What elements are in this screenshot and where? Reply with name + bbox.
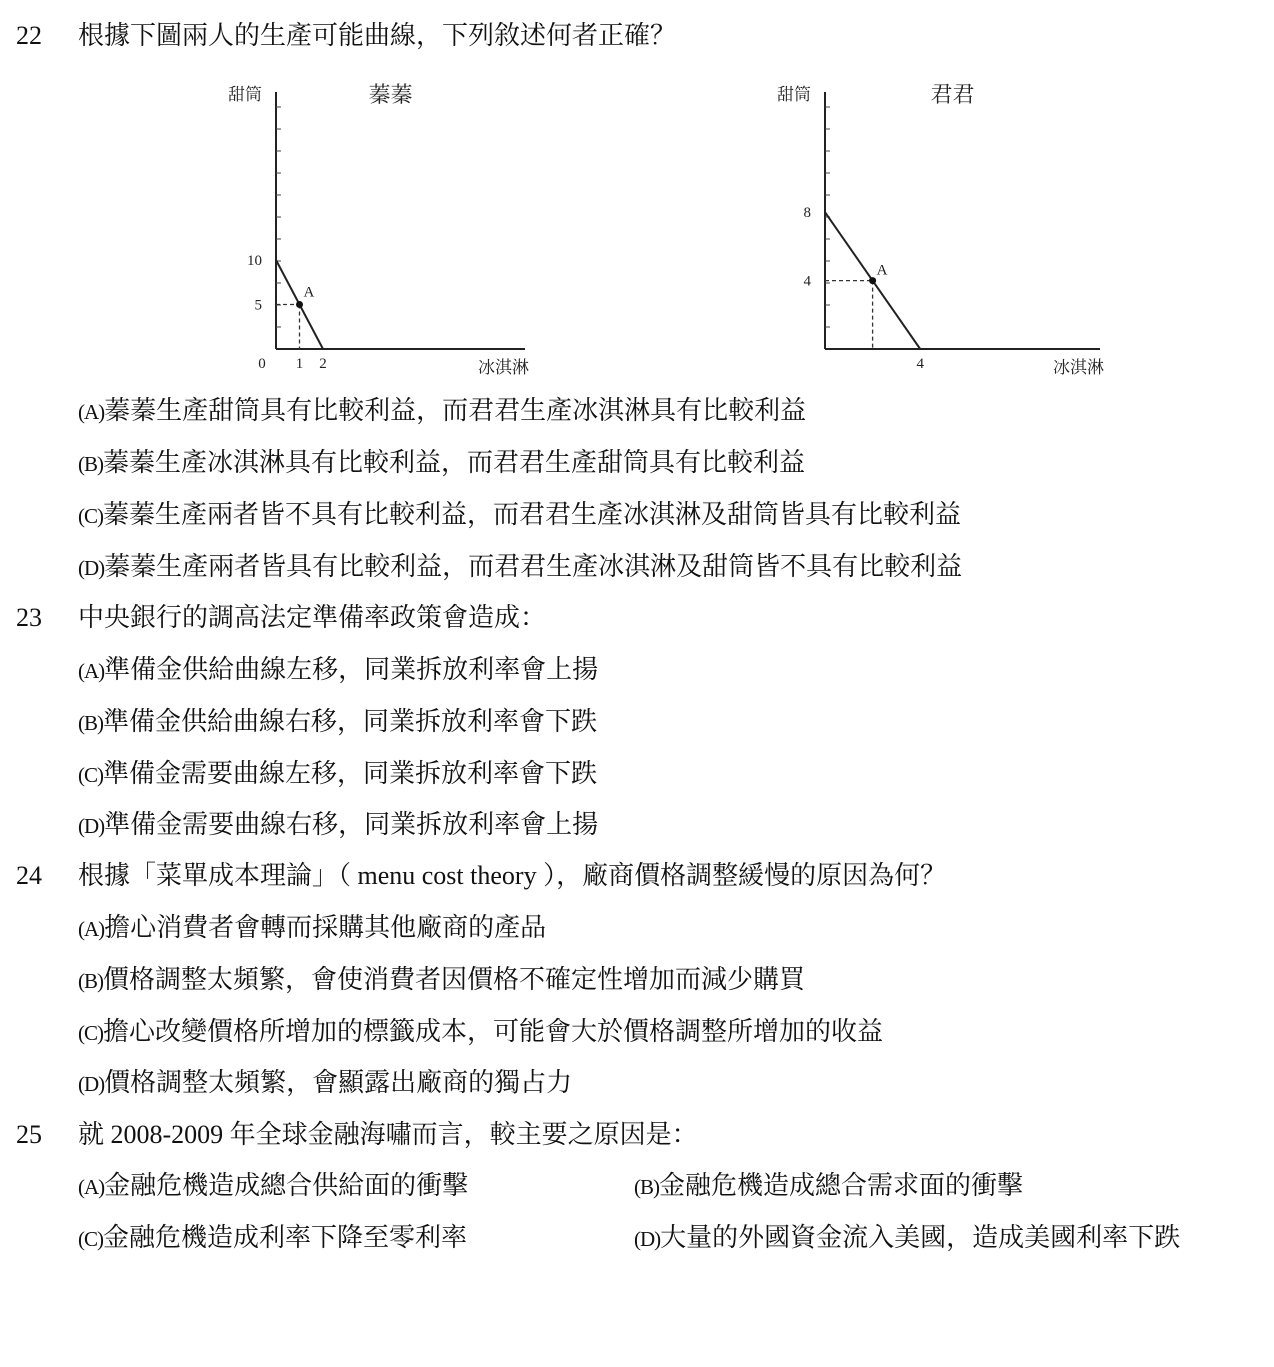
chart-title: 君君 bbox=[930, 82, 975, 107]
option-a bbox=[78, 1171, 468, 1202]
y-tick-label: 4 bbox=[803, 273, 811, 290]
option-mark: (B) bbox=[78, 711, 103, 735]
option-mark: (B) bbox=[78, 969, 103, 993]
point-a-label: A bbox=[303, 284, 315, 301]
x-tick-label: 0 bbox=[258, 356, 266, 372]
option-b bbox=[78, 707, 597, 738]
point-a-label: A bbox=[876, 262, 888, 279]
option-d bbox=[78, 552, 962, 583]
option-mark: (C) bbox=[78, 504, 103, 528]
option-a bbox=[78, 913, 546, 944]
y-tick-label: 5 bbox=[254, 297, 262, 314]
option-c bbox=[78, 759, 597, 790]
option-b bbox=[78, 965, 805, 996]
option-text: 擔心消費者會轉而採購其他廠商的產品 bbox=[104, 913, 547, 942]
option-text: 金融危機造成總合供給面的衝擊 bbox=[104, 1171, 469, 1200]
y-tick-label: 10 bbox=[247, 253, 262, 269]
x-tick-label: 2 bbox=[319, 356, 327, 372]
option-text: 蓁蓁生產甜筒具有比較利益，而君君生產冰淇淋具有比較利益 bbox=[104, 396, 807, 425]
question-number: 23 bbox=[16, 603, 42, 632]
option-c bbox=[78, 500, 961, 531]
ppf-chart-zhenzhen bbox=[220, 80, 560, 380]
x-tick-label: 1 bbox=[295, 356, 304, 372]
option-b bbox=[78, 448, 805, 479]
x-axis-label: 冰淇淋 bbox=[478, 358, 529, 377]
ppf-chart-junjun bbox=[770, 80, 1110, 380]
option-text: 金融危機造成利率下降至零利率 bbox=[103, 1223, 468, 1252]
option-mark: (A) bbox=[78, 659, 105, 683]
option-mark: (A) bbox=[78, 917, 105, 941]
question-number: 24 bbox=[16, 861, 42, 890]
option-mark: (D) bbox=[78, 556, 105, 580]
option-mark: (A) bbox=[78, 400, 105, 424]
option-text: 準備金需要曲線左移，同業拆放利率會下跌 bbox=[103, 759, 598, 788]
y-tick-label: 8 bbox=[803, 205, 811, 222]
point-a-marker bbox=[296, 301, 303, 308]
x-tick-label: 4 bbox=[916, 356, 924, 372]
option-text: 金融危機造成總合需求面的衝擊 bbox=[659, 1171, 1024, 1200]
question-stem: 根據「菜單成本理論」（ menu cost theory ），廠商價格調整緩慢的原因為何？ bbox=[78, 861, 947, 890]
option-d bbox=[78, 1068, 572, 1099]
option-mark: (D) bbox=[634, 1227, 661, 1251]
option-d bbox=[78, 810, 598, 841]
option-b bbox=[634, 1171, 1023, 1202]
option-mark: (C) bbox=[78, 763, 103, 787]
option-text: 擔心改變價格所增加的標籤成本，可能會大於價格調整所增加的收益 bbox=[103, 1017, 884, 1046]
option-mark: (C) bbox=[78, 1227, 103, 1251]
option-a bbox=[78, 396, 806, 427]
point-a-marker bbox=[869, 277, 876, 284]
option-a bbox=[78, 655, 598, 686]
option-text: 準備金供給曲線右移，同業拆放利率會下跌 bbox=[103, 707, 598, 736]
y-axis-label: 甜筒 bbox=[777, 85, 811, 104]
option-text: 蓁蓁生產兩者皆具有比較利益，而君君生產冰淇淋及甜筒皆不具有比較利益 bbox=[104, 552, 963, 581]
option-d bbox=[634, 1223, 1180, 1254]
question-stem: 根據下圖兩人的生產可能曲線，下列敘述何者正確？ bbox=[78, 21, 677, 50]
option-text: 準備金供給曲線左移，同業拆放利率會上揚 bbox=[104, 655, 599, 684]
option-text: 價格調整太頻繁，會使消費者因價格不確定性增加而減少購買 bbox=[103, 965, 806, 994]
option-mark: (D) bbox=[78, 814, 105, 838]
option-mark: (B) bbox=[634, 1175, 659, 1199]
option-mark: (D) bbox=[78, 1072, 105, 1096]
option-text: 準備金需要曲線右移，同業拆放利率會上揚 bbox=[104, 810, 599, 839]
option-text: 大量的外國資金流入美國，造成美國利率下跌 bbox=[660, 1223, 1181, 1252]
chart-title: 蓁蓁 bbox=[368, 82, 413, 107]
question-number: 22 bbox=[16, 21, 42, 50]
option-text: 蓁蓁生產冰淇淋具有比較利益，而君君生產甜筒具有比較利益 bbox=[103, 448, 806, 477]
option-text: 價格調整太頻繁，會顯露出廠商的獨占力 bbox=[104, 1068, 573, 1097]
option-mark: (B) bbox=[78, 452, 103, 476]
option-text: 蓁蓁生產兩者皆不具有比較利益，而君君生產冰淇淋及甜筒皆具有比較利益 bbox=[103, 500, 962, 529]
question-stem: 中央銀行的調高法定準備率政策會造成： bbox=[78, 603, 547, 632]
option-mark: (C) bbox=[78, 1021, 103, 1045]
x-axis-label: 冰淇淋 bbox=[1053, 358, 1104, 377]
option-mark: (A) bbox=[78, 1175, 105, 1199]
question-stem: 就 2008-2009 年全球金融海嘯而言，較主要之原因是： bbox=[78, 1120, 698, 1149]
option-c bbox=[78, 1017, 883, 1048]
option-c bbox=[78, 1223, 467, 1254]
question-number: 25 bbox=[16, 1120, 42, 1149]
y-axis-label: 甜筒 bbox=[228, 85, 262, 104]
